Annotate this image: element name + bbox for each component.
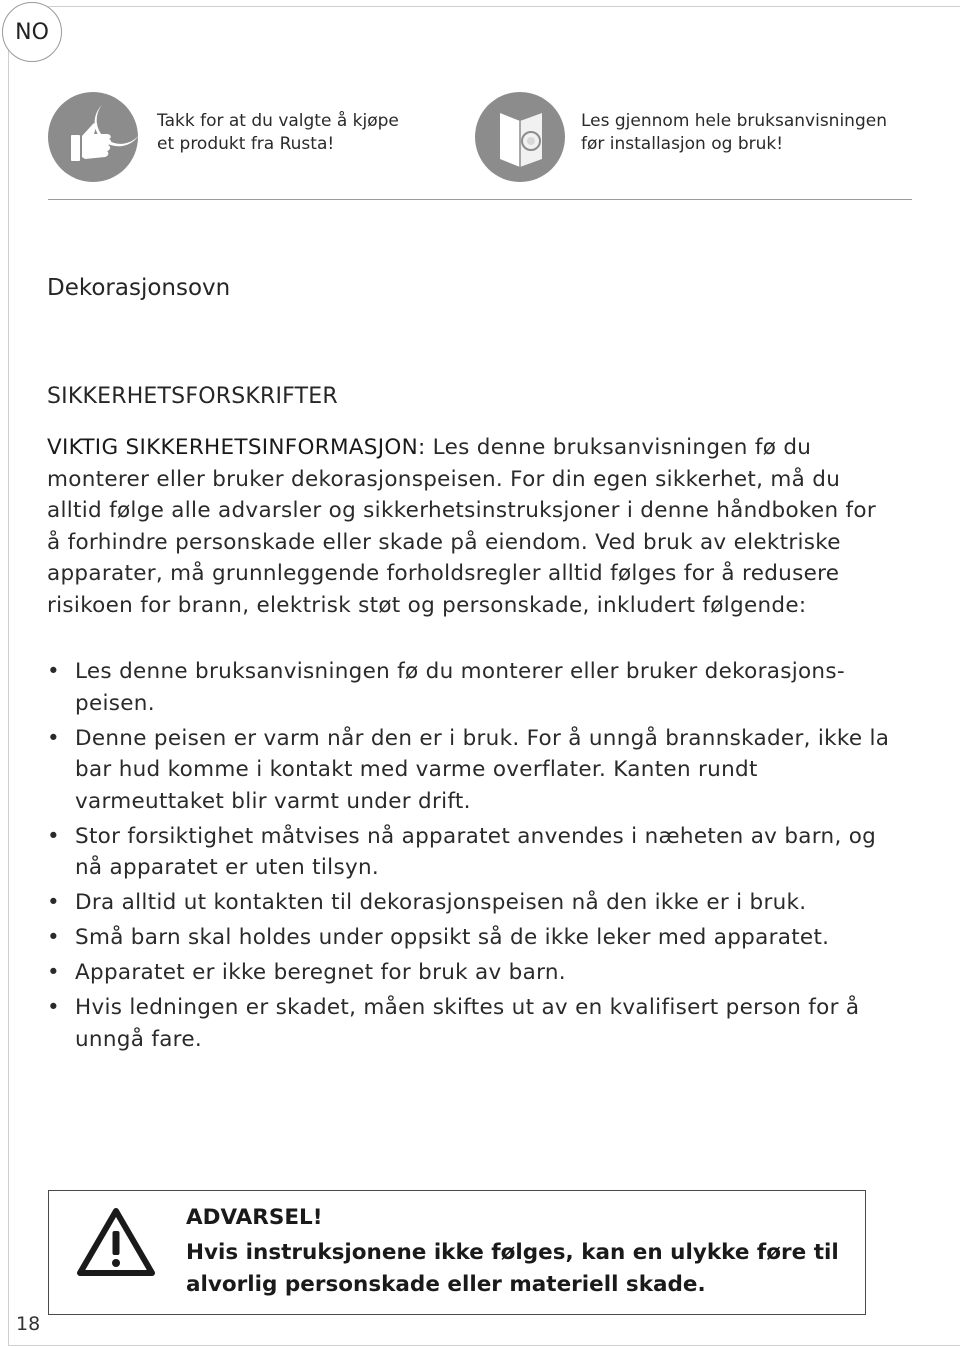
manual-book-icon (474, 91, 566, 183)
bullet-icon: • (47, 823, 60, 849)
bullet-icon: • (47, 995, 60, 1020)
bullet-icon: • (47, 725, 60, 751)
warning-triangle-icon (76, 1206, 156, 1278)
thumbs-up-icon (47, 91, 139, 183)
warning-title: ADVARSEL! (186, 1205, 323, 1230)
list-item: • Stor forsiktighet måtvises nå apparatet anvendes i næheten av barn, og nå apparatet er uten tilsyn. (47, 821, 907, 884)
section-heading: SIKKERHETSFORSKRIFTER (47, 384, 338, 409)
language-badge: NO (2, 2, 62, 62)
read-manual-text: Les gjennom hele bruksanvisningen før installasjon og bruk! (581, 111, 887, 154)
thank-you-text: Takk for at du valgte å kjøpe et produkt fra Rusta! (157, 111, 399, 154)
list-item: • Små barn skal holdes under oppsikt så de ikke leker med apparatet. (47, 922, 907, 954)
safety-lead: VIKTIG SIKKERHETSINFORMASJON: (47, 435, 426, 460)
safety-list (47, 656, 907, 1059)
list-item: • Hvis ledningen er skadet, måen skiftes ut av en kvalifisert person for å unngå fare. (47, 992, 907, 1055)
safety-intro (47, 432, 887, 621)
warning-text: Hvis instruksjonene ikke følges, kan en ulykke føre til alvorlig personskade eller materiell skade. (186, 1240, 839, 1297)
list-item: • Denne peisen er varm når den er i bruk. For å unngå brannskader, ikke la bar hud komme i kontakt med varme overflater. Kanten rundt varmeuttaket blir varmt under drift. (47, 723, 907, 818)
bullet-icon: • (47, 890, 60, 915)
list-item: • Les denne bruksanvisningen fø du monterer eller bruker dekorasjons-peisen. (47, 656, 907, 719)
bullet-icon: • (47, 659, 60, 684)
list-item: • Dra alltid ut kontakten til dekorasjonspeisen nå den ikke er i bruk. (47, 887, 907, 919)
safety-intro-text: Les denne bruksanvisningen fø du monterer eller bruker dekorasjonspeisen. For din egen sikkerhet, må du alltid følge alle advarsler og sikkerhetsinstruksjoner i denne håndboken for å forhindre personskade eller skade på eiendom. Ved bruk av elektriske apparater, må grunnleggende forholdsregler alltid følges for å redusere risikoen for brann, elektrisk støt og personskade, inkludert følgende: (47, 435, 876, 618)
product-title: Dekorasjonsovn (47, 275, 231, 301)
list-item: • Apparatet er ikke beregnet for bruk av barn. (47, 957, 907, 989)
bullet-icon: • (47, 960, 60, 985)
page-number: 18 (16, 1313, 41, 1335)
bullet-icon: • (47, 925, 60, 950)
header-divider (48, 199, 912, 200)
